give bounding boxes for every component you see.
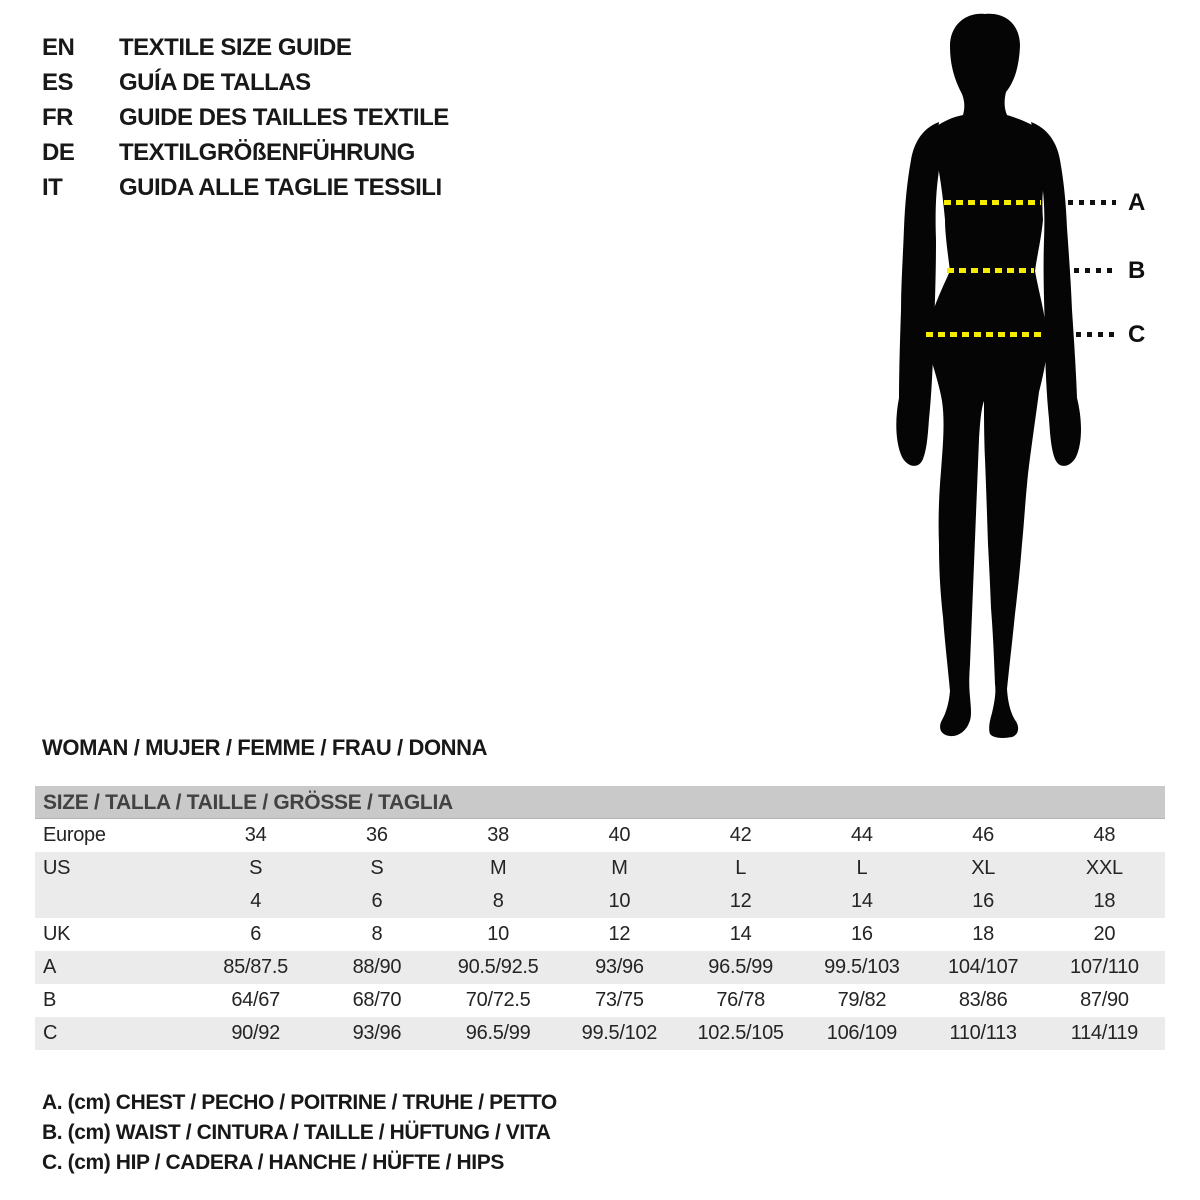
- table-row: [35, 918, 1165, 951]
- size-value-cell: 93/96: [595, 956, 644, 978]
- language-title: GUIDE DES TAILLES TEXTILE: [119, 103, 449, 131]
- size-value-cell: 76/78: [716, 989, 765, 1011]
- size-value-cell: 87/90: [1080, 989, 1129, 1011]
- size-value-cell: 107/110: [1070, 956, 1139, 978]
- size-value-cell: 99.5/103: [824, 956, 900, 978]
- waist-measure-line: [947, 268, 1034, 273]
- size-value-cell: L: [735, 857, 747, 879]
- size-value-cell: 12: [729, 890, 752, 912]
- size-value-cell: 12: [608, 923, 631, 945]
- table-row: [35, 1017, 1165, 1050]
- marker-label-c: C: [1128, 321, 1146, 348]
- size-value-cell: M: [611, 857, 628, 879]
- language-title: GUIDA ALLE TAGLIE TESSILI: [119, 173, 442, 201]
- size-value-cell: XL: [971, 857, 996, 879]
- size-table-header: SIZE / TALLA / TAILLE / GRÖSSE / TAGLIA: [35, 786, 1165, 819]
- language-title: GUÍA DE TALLAS: [119, 68, 311, 96]
- row-label: [35, 885, 195, 918]
- waist-leader-dots: [1074, 268, 1116, 273]
- measurement-legend: [42, 1088, 557, 1178]
- size-value-cell: 64/67: [231, 989, 280, 1011]
- size-value-cell: 8: [371, 923, 383, 945]
- size-value-cell: 6: [371, 890, 383, 912]
- size-value-cell: 10: [608, 890, 631, 912]
- size-value-cell: 70/72.5: [465, 989, 531, 1011]
- size-value-cell: 46: [972, 824, 994, 846]
- size-value-cell: 10: [487, 923, 509, 945]
- size-value-cell: 4: [250, 890, 262, 912]
- size-value-cell: 18: [1093, 890, 1116, 912]
- row-label: Europe: [43, 824, 106, 846]
- size-value-cell: 18: [972, 923, 994, 945]
- section-title: WOMAN / MUJER / FEMME / FRAU / DONNA: [42, 735, 488, 760]
- row-label: US: [43, 857, 71, 879]
- size-table-body: [35, 819, 1165, 1050]
- table-row: [35, 852, 1165, 885]
- size-value-cell: 14: [851, 890, 873, 912]
- size-value-cell: 42: [729, 824, 752, 846]
- hip-measure-line: [926, 332, 1041, 337]
- row-label: C: [43, 1022, 58, 1044]
- size-value-cell: 48: [1093, 824, 1116, 846]
- language-row: [42, 170, 449, 205]
- size-value-cell: S: [249, 857, 263, 879]
- language-title-list: [42, 30, 449, 205]
- language-code: EN: [42, 33, 75, 61]
- size-value-cell: 16: [851, 923, 873, 945]
- size-value-cell: 6: [250, 923, 262, 945]
- language-row: [42, 65, 449, 100]
- size-value-cell: 73/75: [595, 989, 644, 1011]
- row-label: B: [43, 989, 57, 1011]
- silhouette-left-arm: [896, 122, 939, 466]
- table-row: [35, 951, 1165, 984]
- language-row: [42, 30, 449, 65]
- language-code: FR: [42, 103, 73, 131]
- size-value-cell: 104/107: [948, 956, 1019, 978]
- language-code: ES: [42, 68, 74, 96]
- size-value-cell: 16: [972, 890, 994, 912]
- size-value-cell: 38: [487, 824, 509, 846]
- language-title: TEXTILGRÖßENFÜHRUNG: [119, 138, 415, 166]
- size-value-cell: M: [489, 857, 507, 879]
- size-value-cell: 20: [1093, 923, 1116, 945]
- size-value-cell: 93/96: [352, 1022, 402, 1044]
- language-code: IT: [42, 173, 63, 201]
- woman-silhouette: [895, 8, 1095, 743]
- hip-leader-dots: [1076, 332, 1116, 337]
- size-value-cell: 96.5/99: [708, 956, 773, 978]
- size-value-cell: 90.5/92.5: [457, 956, 539, 978]
- marker-label-a: A: [1128, 189, 1146, 216]
- chest-measure-line: [944, 200, 1041, 205]
- row-label: A: [43, 956, 57, 978]
- language-row: [42, 135, 449, 170]
- legend-waist: B. (cm) WAIST / CINTURA / TAILLE / HÜFTUNG / VITA: [42, 1121, 551, 1144]
- size-value-cell: 14: [729, 923, 752, 945]
- size-value-cell: 83/86: [958, 989, 1008, 1011]
- size-value-cell: 40: [608, 824, 631, 846]
- size-value-cell: 99.5/102: [581, 1022, 658, 1044]
- table-row: [35, 885, 1165, 918]
- row-label: UK: [43, 923, 71, 945]
- size-value-cell: 114/119: [1070, 1022, 1138, 1044]
- table-row: [35, 984, 1165, 1017]
- legend-hip: C. (cm) HIP / CADERA / HANCHE / HÜFTE / HIPS: [42, 1151, 504, 1174]
- size-value-cell: 36: [366, 824, 388, 846]
- size-value-cell: 85/87.5: [223, 956, 288, 978]
- size-value-cell: 44: [851, 824, 873, 846]
- size-value-cell: 106/109: [826, 1022, 897, 1044]
- size-value-cell: 68/70: [352, 989, 402, 1011]
- language-row: [42, 100, 449, 135]
- size-value-cell: 34: [244, 824, 267, 846]
- size-value-cell: 102.5/105: [697, 1022, 784, 1044]
- marker-label-b: B: [1128, 257, 1146, 284]
- size-value-cell: 90/92: [231, 1022, 280, 1044]
- size-value-cell: 88/90: [352, 956, 402, 978]
- size-value-cell: L: [856, 857, 868, 879]
- chest-leader-dots: [1068, 200, 1116, 205]
- table-row: [35, 819, 1165, 852]
- size-table: [35, 786, 1165, 1050]
- size-value-cell: S: [370, 857, 384, 879]
- legend-chest: A. (cm) CHEST / PECHO / POITRINE / TRUHE / PETTO: [42, 1091, 557, 1114]
- size-value-cell: 8: [492, 890, 504, 912]
- size-value-cell: 79/82: [837, 989, 887, 1011]
- size-value-cell: 110/113: [949, 1022, 1017, 1044]
- language-title: TEXTILE SIZE GUIDE: [119, 33, 352, 61]
- size-value-cell: XXL: [1085, 857, 1123, 879]
- language-code: DE: [42, 138, 75, 166]
- size-value-cell: 96.5/99: [465, 1022, 531, 1044]
